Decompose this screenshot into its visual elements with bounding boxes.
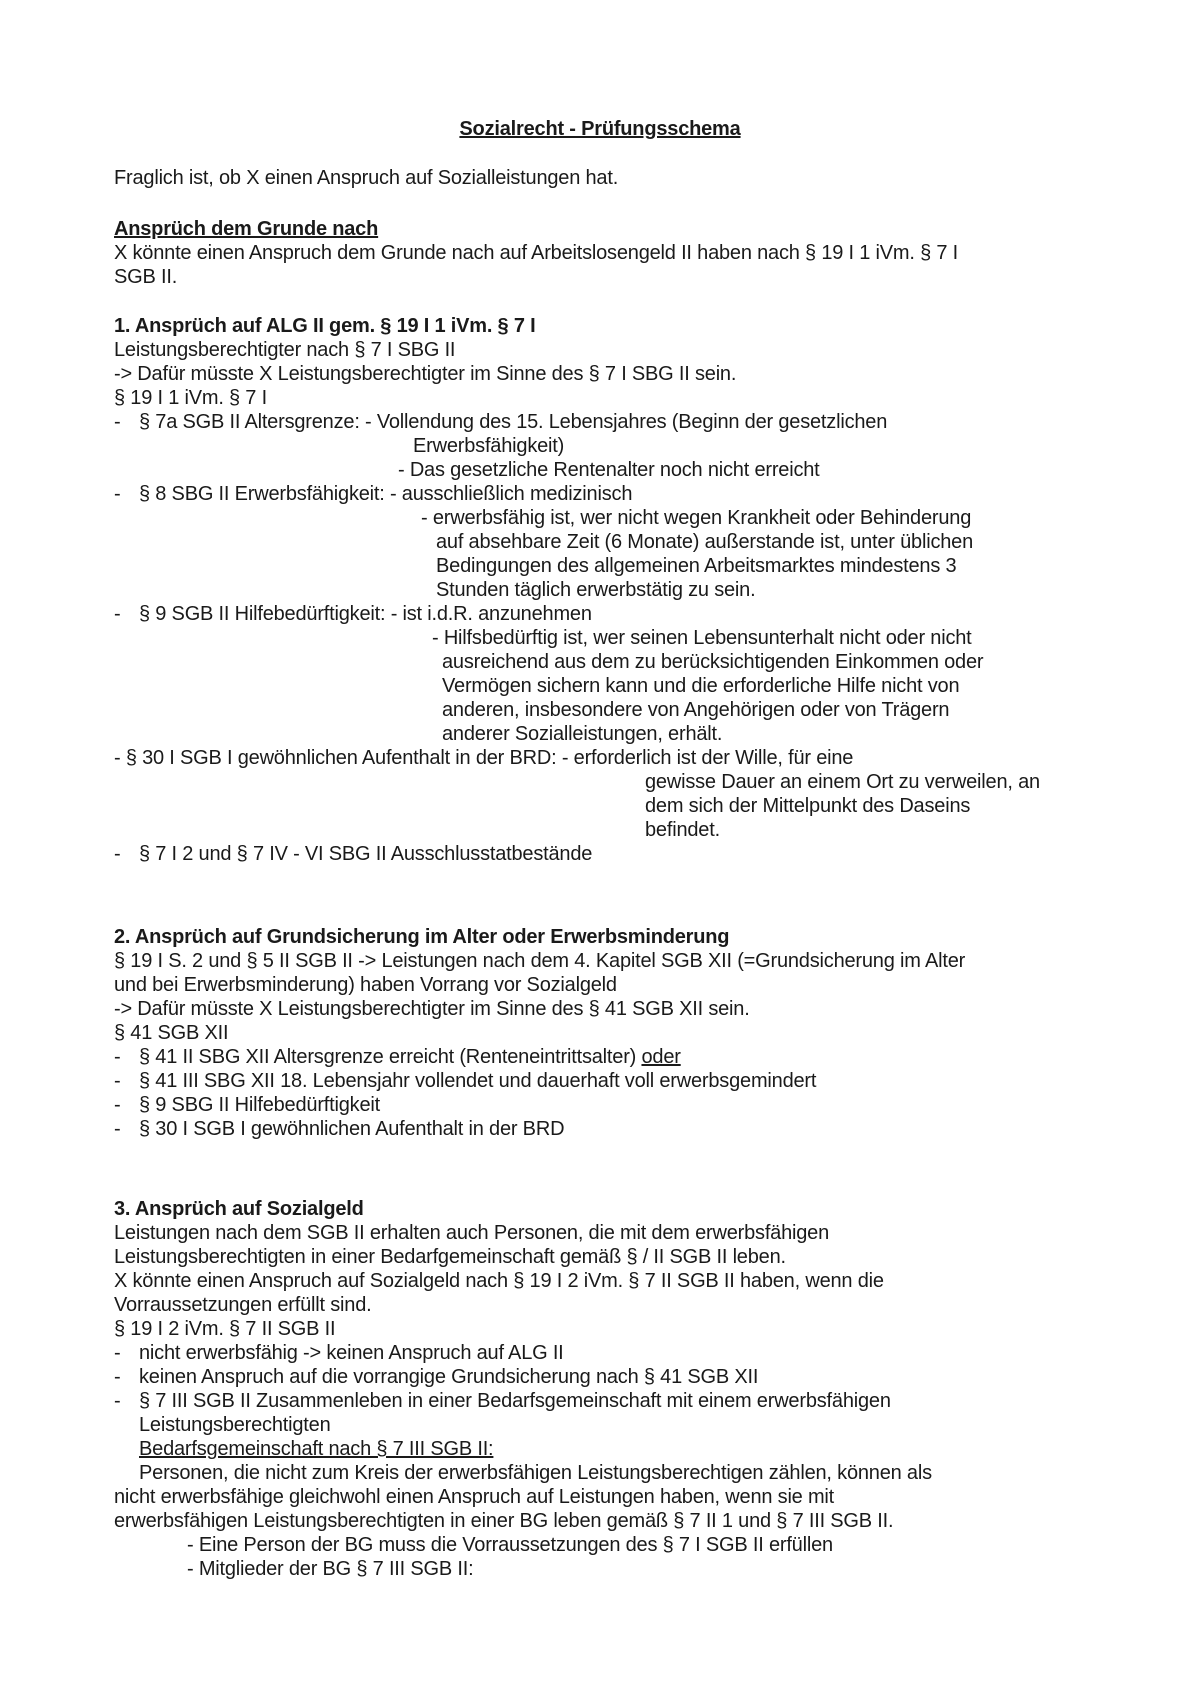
altersgrenze-line-2: Erwerbsfähigkeit) <box>413 435 565 457</box>
list-dash: - <box>114 1070 121 1092</box>
erwerbsfaehigkeit-line-3: auf absehbare Zeit (6 Monate) außerstande ist, unter üblichen <box>436 531 974 553</box>
section-2-line-1: § 19 I S. 2 und § 5 II SGB II -> Leistungen nach dem 4. Kapitel SGB XII (=Grundsicherung im Alter <box>114 950 966 972</box>
erwerbsfaehigkeit-line-2: - erwerbsfähig ist, wer nicht wegen Krankheit oder Behinderung <box>421 507 972 529</box>
hilfebeduerftigkeit-line-2: - Hilfsbedürftig ist, wer seinen Lebensunterhalt nicht oder nicht <box>432 627 972 649</box>
ausschluss-line: § 7 I 2 und § 7 IV - VI SBG II Ausschlusstatbestände <box>139 843 593 865</box>
s2-item-3: § 9 SBG II Hilfebedürftigkeit <box>139 1094 380 1116</box>
altersgrenze-line-3: - Das gesetzliche Rentenalter noch nicht erreicht <box>398 459 820 481</box>
section-3-heading: 3. Ansprüch auf Sozialgeld <box>114 1198 364 1220</box>
erwerbsfaehigkeit-line-1: § 8 SBG II Erwerbsfähigkeit: - ausschließlich medizinisch <box>139 483 633 505</box>
grund-line-2: SGB II. <box>114 266 178 288</box>
section-3-line-4: Vorraussetzungen erfüllt sind. <box>114 1294 372 1316</box>
list-dash: - <box>114 843 121 865</box>
list-dash: - <box>114 1342 121 1364</box>
section-1-line-2: -> Dafür müsste X Leistungsberechtigter im Sinne des § 7 I SBG II sein. <box>114 363 737 385</box>
page-title: Sozialrecht - Prüfungsschema <box>459 118 741 140</box>
section-3-line-1: Leistungen nach dem SGB II erhalten auch Personen, die mit dem erwerbsfähigen <box>114 1222 830 1244</box>
bg-point-2: - Mitglieder der BG § 7 III SGB II: <box>187 1558 474 1580</box>
bg-para-line-1: Personen, die nicht zum Kreis der erwerbsfähigen Leistungsberechtigen zählen, können als <box>139 1462 932 1484</box>
list-dash: - <box>114 483 121 505</box>
list-dash: - <box>114 1094 121 1116</box>
hilfebeduerftigkeit-line-6: anderer Sozialleistungen, erhält. <box>442 723 723 745</box>
section-3-line-3: X könnte einen Anspruch auf Sozialgeld nach § 19 I 2 iVm. § 7 II SGB II haben, wenn die <box>114 1270 884 1292</box>
list-dash: - <box>114 1390 121 1412</box>
hilfebeduerftigkeit-line-5: anderen, insbesondere von Angehörigen oder von Trägern <box>442 699 950 721</box>
grund-line-1: X könnte einen Anspruch dem Grunde nach auf Arbeitslosengeld II haben nach § 19 I 1 iVm. § 7 I <box>114 242 958 264</box>
aufenthalt-line-3: dem sich der Mittelpunkt des Daseins <box>645 795 971 817</box>
erwerbsfaehigkeit-line-5: Stunden täglich erwerbstätig zu sein. <box>436 579 756 601</box>
bg-para-line-3: erwerbsfähigen Leistungsberechtigten in einer BG leben gemäß § 7 II 1 und § 7 III SGB II. <box>114 1510 894 1532</box>
section-1-line-3: § 19 I 1 iVm. § 7 I <box>114 387 267 409</box>
s2-item-4: § 30 I SGB I gewöhnlichen Aufenthalt in der BRD <box>139 1118 565 1140</box>
section-2-line-4: § 41 SGB XII <box>114 1022 229 1044</box>
section-2-heading: 2. Ansprüch auf Grundsicherung im Alter oder Erwerbsminderung <box>114 926 730 948</box>
aufenthalt-line-2: gewisse Dauer an einem Ort zu verweilen, an <box>645 771 1040 793</box>
s2-item-1-text: § 41 II SBG XII Altersgrenze erreicht (Renteneintrittsalter) <box>139 1046 642 1068</box>
intro-text: Fraglich ist, ob X einen Anspruch auf Sozialleistungen hat. <box>114 167 619 189</box>
hilfebeduerftigkeit-line-4: Vermögen sichern kann und die erforderliche Hilfe nicht von <box>442 675 960 697</box>
s2-item-1 <box>139 1045 681 1069</box>
section-2-line-3: -> Dafür müsste X Leistungsberechtigter im Sinne des § 41 SGB XII sein. <box>114 998 750 1020</box>
section-2-line-2: und bei Erwerbsminderung) haben Vorrang vor Sozialgeld <box>114 974 617 996</box>
s3-item-2: keinen Anspruch auf die vorrangige Grundsicherung nach § 41 SGB XII <box>139 1366 759 1388</box>
section-1-heading: 1. Ansprüch auf ALG II gem. § 19 I 1 iVm. § 7 I <box>114 315 536 337</box>
list-dash: - <box>114 1118 121 1140</box>
s3-item-3a: § 7 III SGB II Zusammenleben in einer Bedarfsgemeinschaft mit einem erwerbsfähigen <box>139 1390 891 1412</box>
s3-item-3b: Leistungsberechtigten <box>139 1414 331 1436</box>
grund-heading: Ansprüch dem Grunde nach <box>114 218 379 240</box>
altersgrenze-line-1: § 7a SGB II Altersgrenze: - Vollendung des 15. Lebensjahres (Beginn der gesetzlichen <box>139 411 888 433</box>
section-1-line-1: Leistungsberechtigter nach § 7 I SBG II <box>114 339 456 361</box>
aufenthalt-line-4: befindet. <box>645 819 720 841</box>
s2-item-2: § 41 III SBG XII 18. Lebensjahr vollendet und dauerhaft voll erwerbsgemindert <box>139 1070 817 1092</box>
bg-point-1: - Eine Person der BG muss die Vorraussetzungen des § 7 I SGB II erfüllen <box>187 1534 833 1556</box>
section-3-line-2: Leistungsberechtigten in einer Bedarfgemeinschaft gemäß § / II SGB II leben. <box>114 1246 786 1268</box>
list-dash: - <box>114 411 121 433</box>
hilfebeduerftigkeit-line-3: ausreichend aus dem zu berücksichtigenden Einkommen oder <box>442 651 984 673</box>
s2-item-1-oder: oder <box>641 1046 681 1068</box>
list-dash: - <box>114 1046 121 1068</box>
list-dash: - <box>114 603 121 625</box>
section-3-line-5: § 19 I 2 iVm. § 7 II SGB II <box>114 1318 336 1340</box>
s3-item-1: nicht erwerbsfähig -> keinen Anspruch auf ALG II <box>139 1342 564 1364</box>
list-dash: - <box>114 1366 121 1388</box>
bg-para-line-2: nicht erwerbsfähige gleichwohl einen Anspruch auf Leistungen haben, wenn sie mit <box>114 1486 835 1508</box>
erwerbsfaehigkeit-line-4: Bedingungen des allgemeinen Arbeitsmarktes mindestens 3 <box>436 555 957 577</box>
hilfebeduerftigkeit-line-1: § 9 SGB II Hilfebedürftigkeit: - ist i.d.R. anzunehmen <box>139 603 592 625</box>
bg-heading: Bedarfsgemeinschaft nach § 7 III SGB II: <box>139 1438 494 1460</box>
aufenthalt-line-1: - § 30 I SGB I gewöhnlichen Aufenthalt in der BRD: - erforderlich ist der Wille, für eine <box>114 747 854 769</box>
